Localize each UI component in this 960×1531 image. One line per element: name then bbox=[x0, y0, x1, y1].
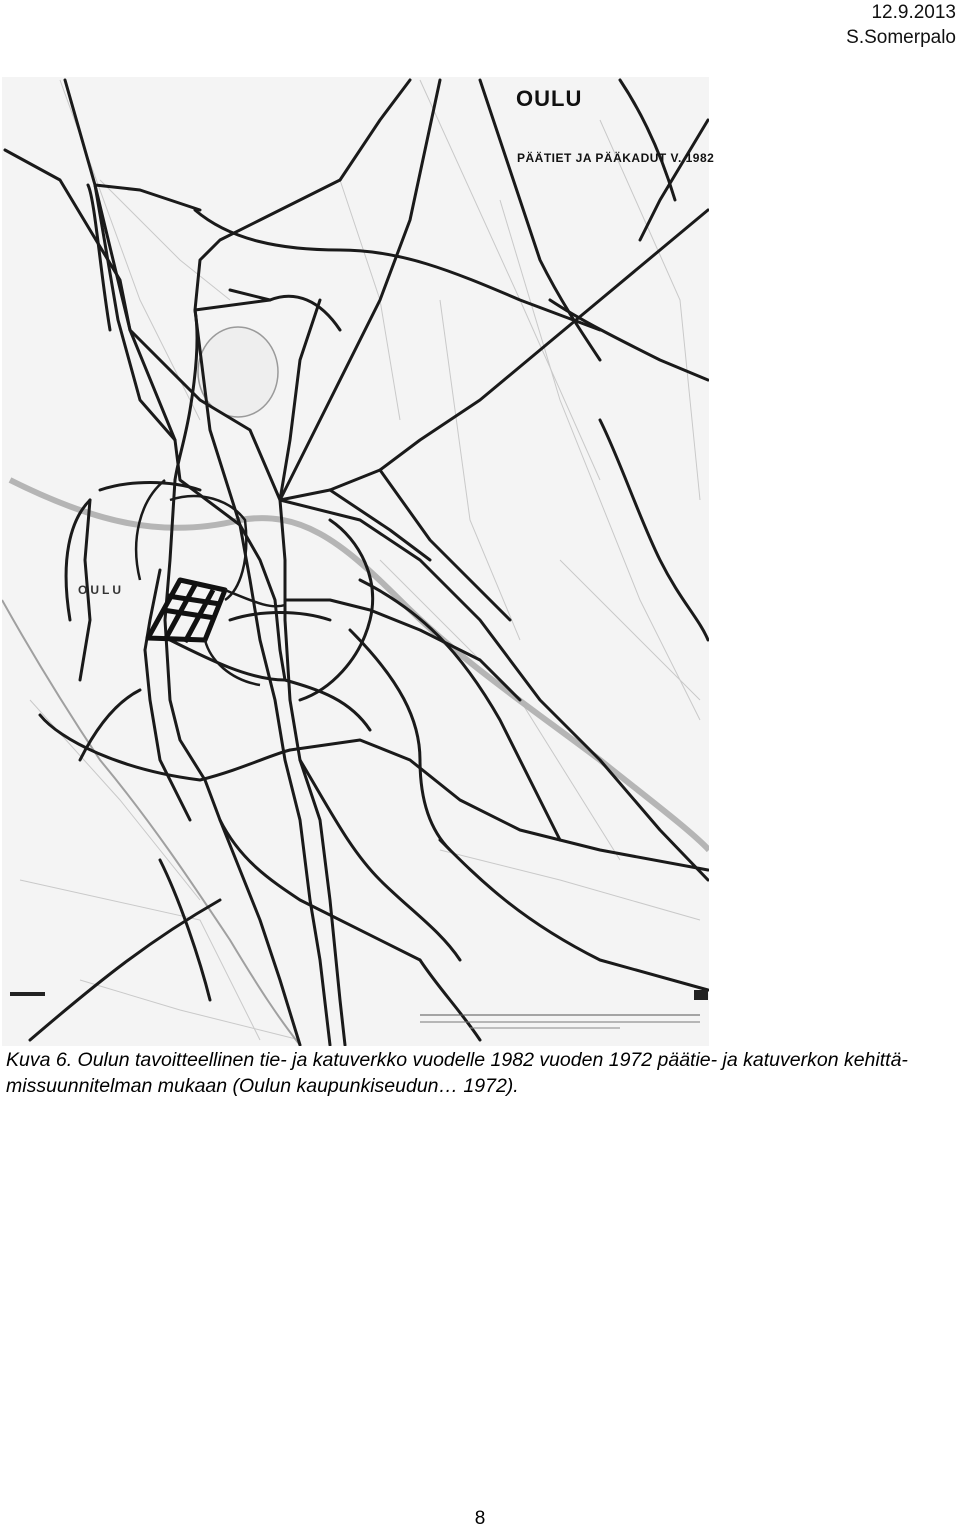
header-date: 12.9.2013 bbox=[871, 2, 956, 23]
city-center-grid bbox=[148, 580, 225, 642]
map-drawing bbox=[2, 77, 709, 1046]
caption-line-1: Kuva 6. Oulun tavoitteellinen tie- ja katuverkko vuodelle 1982 vuoden 1972 päätie- ja katuverkon kehittä- bbox=[6, 1049, 908, 1071]
figure-caption bbox=[6, 1047, 956, 1099]
map-legend bbox=[10, 990, 708, 1028]
caption-line-2: missuunnitelman mukaan (Oulun kaupunkiseudun… 1972). bbox=[6, 1075, 519, 1097]
page-header bbox=[656, 0, 956, 50]
coastline bbox=[2, 600, 300, 1045]
map-title: OULU bbox=[516, 86, 583, 111]
road-network-map bbox=[2, 77, 709, 1046]
page-number: 8 bbox=[474, 1508, 486, 1529]
map-city-label: OULU bbox=[78, 583, 124, 597]
lake bbox=[198, 327, 278, 417]
header-author: S.Somerpalo bbox=[846, 27, 956, 48]
map-subtitle: PÄÄTIET JA PÄÄKADUT V. 1982 bbox=[517, 151, 715, 165]
